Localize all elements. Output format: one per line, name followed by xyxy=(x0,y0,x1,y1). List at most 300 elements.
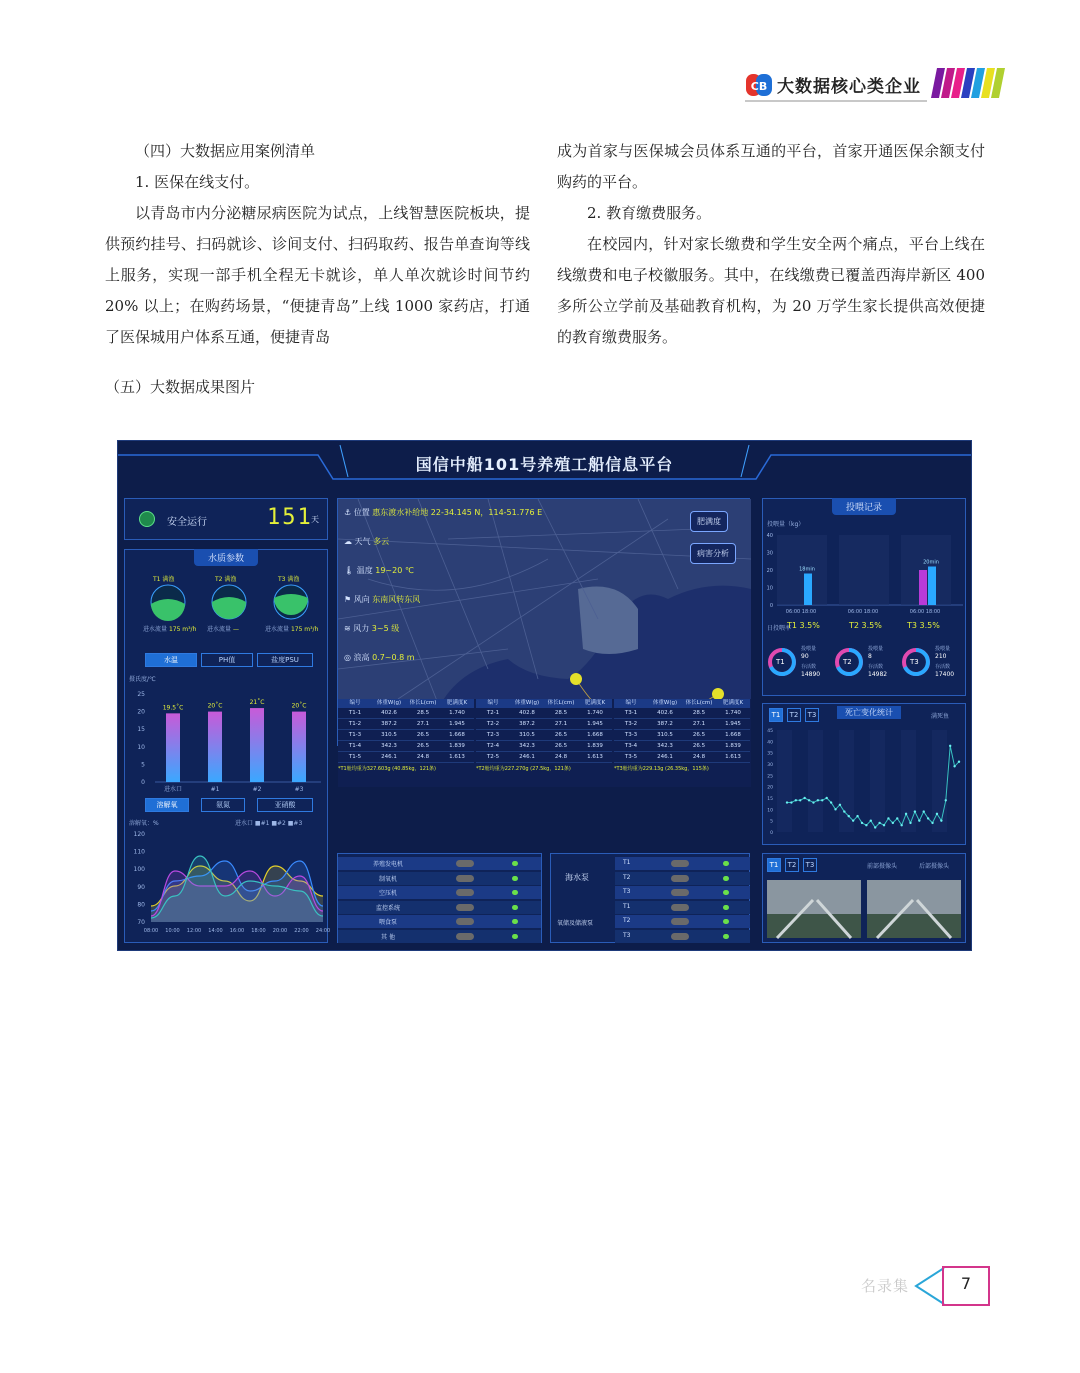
fish-table-header xyxy=(614,699,750,708)
temp-bar xyxy=(292,712,306,782)
fish-table-cell: 28.5 xyxy=(692,710,706,716)
fish-table-cell: 27.1 xyxy=(554,721,568,727)
death-tab-t1[interactable]: T1 xyxy=(769,708,783,722)
death-point xyxy=(953,765,955,767)
fish-table-cell: 26.5 xyxy=(554,732,568,738)
feeding-group-bg xyxy=(839,535,889,605)
ring-stat-label: 存活数 xyxy=(801,664,817,670)
pump-row xyxy=(615,901,750,914)
camera-tab-t2[interactable]: T2 xyxy=(785,858,799,872)
tank-t1-status: T1 满渔 xyxy=(153,576,175,583)
fish-table-cell: T1-1 xyxy=(348,710,362,716)
death-point xyxy=(843,810,845,812)
temp-axis-tick: 20 xyxy=(137,708,145,716)
pump-tank-label: T3 xyxy=(623,888,631,895)
fish-table-cell: 24.8 xyxy=(554,754,568,760)
fish-table-row xyxy=(338,708,474,719)
camera-panel xyxy=(762,853,966,943)
fish-table-header-cell: 编号 xyxy=(487,700,499,706)
fish-table-cell: 28.5 xyxy=(554,710,568,716)
fish-table-cell: 387.2 xyxy=(381,721,397,727)
ring-value: 17400 xyxy=(935,671,955,678)
item1-body: 以青岛市内分泌糖尿病医院为试点，上线智慧医院板块，提供预约挂号、扫码就诊、诊间支付、扫码取药、报告单查询等线上服务，实现一部手机全程无卡就诊，单人单次就诊时间节约 20% 以上；在购药场景，“便捷青岛”上线 1000 家药店，打通了医保城用户体系互通，便捷青岛 xyxy=(105,204,530,346)
status-dot-icon xyxy=(512,876,518,881)
pump-tank-label: T2 xyxy=(623,873,631,881)
fish-table-header-cell: 体长L(cm) xyxy=(547,700,575,706)
death-axis-tick: 40 xyxy=(767,740,773,746)
pump-row xyxy=(615,886,750,899)
ring-name: T3 xyxy=(910,658,919,666)
death-title: 死亡变化统计 xyxy=(837,706,901,719)
death-point xyxy=(936,813,938,815)
death-point xyxy=(870,819,872,821)
death-panel xyxy=(762,703,966,845)
status-dot-icon xyxy=(512,919,518,924)
fish-table-cell: 1.668 xyxy=(725,732,741,738)
info-temperature: 🌡 温度 19~20 ℃ xyxy=(344,566,414,575)
feeding-axis-tick: 30 xyxy=(766,550,773,557)
tab-salinity[interactable]: 盐度PSU xyxy=(257,653,313,667)
temp-axis-tick: 25 xyxy=(137,691,145,698)
ring-value: 8 xyxy=(868,653,872,660)
death-point xyxy=(896,817,898,819)
item2-title: 2. 教育缴费服务。 xyxy=(587,204,712,222)
fish-table-cell: 1.740 xyxy=(587,710,603,716)
death-point xyxy=(918,819,920,821)
fish-table-cell: 1.668 xyxy=(449,732,465,738)
tank-gauges xyxy=(125,574,329,646)
death-point xyxy=(909,822,911,824)
pump-toggle[interactable] xyxy=(671,933,689,940)
equipment-name: 养殖发电机 xyxy=(372,861,403,868)
temp-category-label: #1 xyxy=(210,786,220,793)
fish-table-row xyxy=(614,730,750,741)
fish-table-cell: T3-4 xyxy=(624,743,638,749)
equipment-left-panel xyxy=(337,853,542,943)
death-axis-tick: 30 xyxy=(767,763,773,768)
fish-table-row xyxy=(614,708,750,719)
death-axis-tick: 25 xyxy=(767,774,773,780)
tank-t2-flow: 进水流量 — xyxy=(207,626,239,633)
header-rule xyxy=(745,100,927,102)
dashboard-screenshot xyxy=(117,440,972,951)
safety-panel xyxy=(124,498,328,540)
fish-table-header-cell: 肥满度K xyxy=(722,700,744,706)
death-point xyxy=(830,801,832,803)
pump-row xyxy=(615,872,750,885)
temp-bar-label: 21˚C xyxy=(249,699,265,707)
equipment-row xyxy=(338,872,541,885)
header-stripes xyxy=(927,68,1005,98)
do-axis-tick: 70 xyxy=(137,919,145,926)
temp-axis-tick: 10 xyxy=(137,743,145,751)
death-point xyxy=(803,797,805,799)
status-dot-icon xyxy=(723,934,729,939)
fish-table-cell: T2-5 xyxy=(486,754,500,760)
header-title: 大数据核心类企业 xyxy=(777,77,921,97)
do-legend: 进水口 ■#1 ■#2 ■#3 xyxy=(235,820,303,827)
do-time-tick: 10:00 xyxy=(165,928,180,934)
tab-ph[interactable]: PH值 xyxy=(201,653,253,667)
feeding-bar-a xyxy=(919,570,927,605)
tab-nitrite[interactable]: 亚硝酸 xyxy=(257,798,313,812)
equipment-name: 喂食泵 xyxy=(378,919,397,926)
fish-table-row xyxy=(614,752,750,763)
death-axis-tick: 0 xyxy=(770,831,773,836)
death-point xyxy=(834,808,836,810)
do-axis-tick: 110 xyxy=(133,848,145,856)
tab-dissolved-oxygen[interactable]: 溶解氧 xyxy=(145,798,189,812)
fish-table-cell: 246.1 xyxy=(657,754,673,760)
fish-table-cell: 1.839 xyxy=(449,743,465,749)
do-unit: 溶解氧：% xyxy=(129,820,159,827)
ring-stat-label: 存活数 xyxy=(868,664,884,670)
death-point xyxy=(958,761,960,763)
death-point xyxy=(817,799,819,801)
do-time-tick: 08:00 xyxy=(143,928,159,934)
do-time-tick: 14:00 xyxy=(208,928,223,934)
feeding-time-label: 06:00 18:00 xyxy=(847,609,879,615)
fish-table-cell: 1.740 xyxy=(725,710,741,716)
pump-row xyxy=(615,857,750,870)
death-point xyxy=(856,815,858,817)
safety-label: 安全运行 xyxy=(167,517,207,528)
death-column-bg xyxy=(932,730,947,832)
pump-tank-label: T2 xyxy=(623,917,631,924)
death-point xyxy=(945,799,947,801)
camera-tab-t3[interactable]: T3 xyxy=(803,858,817,872)
death-point xyxy=(883,824,885,826)
safety-days: 151 xyxy=(267,505,313,530)
feeding-axis-tick: 10 xyxy=(766,585,773,592)
feeding-rate-t2: T2 3.5% xyxy=(849,621,882,630)
do-time-tick: 16:00 xyxy=(229,928,245,934)
death-point xyxy=(808,799,810,801)
status-dot-icon xyxy=(723,861,729,866)
death-axis-tick: 20 xyxy=(767,785,773,791)
equipment-name: 制氧机 xyxy=(378,875,397,883)
equipment-toggle[interactable] xyxy=(456,918,474,925)
fish-table-cell: 24.8 xyxy=(692,754,706,760)
fish-table-cell: 27.1 xyxy=(692,721,706,727)
do-time-tick: 22:00 xyxy=(294,928,309,934)
feeding-bar-chart xyxy=(763,525,967,617)
feeding-axis-tick: 40 xyxy=(766,533,773,539)
death-point xyxy=(931,822,933,824)
status-dot-icon xyxy=(723,876,729,881)
temp-axis-tick: 5 xyxy=(141,761,145,769)
fish-table-note: *T2舱均重为227.270g (27.5kg，121条) xyxy=(476,766,571,772)
info-wind-force: ≋ 风力 3~5 级 xyxy=(344,624,400,633)
fish-table xyxy=(476,699,612,787)
temp-bar xyxy=(166,713,180,782)
fish-table-cell: T2-2 xyxy=(486,721,500,727)
fish-table-note: *T3舱均重为229.13g (26.35kg，115条) xyxy=(614,766,709,772)
fish-table-cell: 402.6 xyxy=(657,710,673,716)
temp-axis-tick: 15 xyxy=(137,726,145,734)
pump-row xyxy=(615,915,750,928)
section-heading-4: （四）大数据应用案例清单 xyxy=(135,142,316,160)
fish-table-row xyxy=(476,708,612,719)
fish-table-row xyxy=(614,741,750,752)
feeding-bar-b xyxy=(928,567,936,606)
equipment-toggle[interactable] xyxy=(456,875,474,882)
death-column-bg xyxy=(777,730,792,832)
status-dot-icon xyxy=(723,890,729,895)
dashboard-title-bar xyxy=(333,441,756,485)
feeding-title: 投喂记录 xyxy=(832,498,896,515)
death-point xyxy=(848,815,850,817)
equipment-row xyxy=(338,886,541,899)
fish-table-cell: 387.2 xyxy=(519,721,535,727)
fish-table-cell: 246.1 xyxy=(381,754,397,760)
fish-table-header-cell: 肥满度K xyxy=(584,700,606,706)
fish-table-cell: 342.3 xyxy=(381,743,397,749)
do-axis-tick: 100 xyxy=(133,866,145,874)
death-column-bg xyxy=(808,730,823,832)
death-point xyxy=(825,797,827,799)
feeding-rate-t1: T1 3.5% xyxy=(787,621,820,630)
temp-bar xyxy=(208,712,222,782)
feeding-time-label: 06:00 18:00 xyxy=(785,609,817,615)
death-point xyxy=(795,799,797,801)
ring-stat-label: 投喂量 xyxy=(801,646,817,652)
death-point xyxy=(914,810,916,812)
equipment-toggle[interactable] xyxy=(456,860,474,867)
equipment-name: 其 他 xyxy=(381,933,395,941)
fish-table-header-cell: 体重W(g) xyxy=(514,700,540,706)
equipment-toggle[interactable] xyxy=(456,889,474,896)
do-time-tick: 24:00 xyxy=(315,928,331,934)
info-position: ⚓ 位置 惠东渡水补给地 22-34.145 N，114-51.776 E xyxy=(344,508,543,517)
fish-table-row xyxy=(338,730,474,741)
status-dot-icon xyxy=(512,934,518,939)
fish-table-row xyxy=(476,741,612,752)
equipment-row xyxy=(338,930,541,943)
fish-table-header xyxy=(476,699,612,708)
fish-table-cell: 1.613 xyxy=(725,754,741,760)
equipment-name: 空压机 xyxy=(378,890,397,897)
status-dot-icon xyxy=(512,905,518,910)
footer-section-label: 名录集 xyxy=(861,1277,910,1295)
camera-front-label: 前部摄像头 xyxy=(867,863,898,870)
fish-table-cell: 26.5 xyxy=(692,743,706,749)
ring-stat-label: 存活数 xyxy=(935,664,951,670)
fish-table-cell: 1.839 xyxy=(587,743,603,749)
death-point xyxy=(821,799,823,801)
fish-table-cell: 1.613 xyxy=(449,754,465,760)
equipment-toggle[interactable] xyxy=(456,933,474,940)
fish-table-cell: 342.3 xyxy=(657,743,673,749)
fish-table-header-cell: 肥满度K xyxy=(446,700,468,706)
fish-table-cell: 342.3 xyxy=(519,743,535,749)
death-tab-t3[interactable]: T3 xyxy=(805,708,819,722)
fish-table-row xyxy=(338,719,474,730)
death-point xyxy=(839,804,841,806)
page-number: 7 xyxy=(942,1266,990,1306)
ring-name: T1 xyxy=(776,658,785,666)
death-axis-tick: 35 xyxy=(767,751,773,757)
tank-t3-status: T3 满渔 xyxy=(278,576,300,583)
temp-bar-label: 20˚C xyxy=(207,702,223,710)
status-dot-icon xyxy=(512,861,518,866)
pump-toggle[interactable] xyxy=(671,904,689,911)
fish-table-row xyxy=(338,741,474,752)
do-axis-tick: 120 xyxy=(133,831,145,838)
fish-table-cell: T3-1 xyxy=(624,710,638,716)
temp-category-label: 进水口 xyxy=(163,786,183,793)
fish-table-cell: 26.5 xyxy=(416,732,430,738)
feeding-bar-label: 20min xyxy=(923,559,939,566)
fish-table-cell: T3-3 xyxy=(624,732,638,738)
fish-table-cell: T1-3 xyxy=(348,732,362,738)
death-point xyxy=(878,822,880,824)
status-dot-icon xyxy=(723,905,729,910)
dashboard-title: 国信中船101号养殖工船信息平台 xyxy=(415,455,674,474)
death-point xyxy=(812,801,814,803)
tank-gauge-graphics xyxy=(125,582,329,622)
do-time-tick: 20:00 xyxy=(272,928,288,934)
info-wind-direction: ⚑ 风向 东南风转东风 xyxy=(344,595,421,604)
fish-table-header-cell: 体重W(g) xyxy=(652,700,678,706)
fish-table-cell: 402.8 xyxy=(519,710,535,716)
equipment-row xyxy=(338,901,541,914)
fish-table-row xyxy=(476,730,612,741)
disease-analysis-button[interactable]: 病害分析 xyxy=(690,543,736,564)
fatness-button[interactable]: 肥满度 xyxy=(690,511,728,532)
feeding-rate-label: 日投喂率 xyxy=(767,625,792,632)
death-point xyxy=(865,824,867,826)
temp-bar-label: 19.5˚C xyxy=(162,704,184,712)
feeding-axis-tick: 20 xyxy=(766,568,773,574)
tab-ammonia[interactable]: 氨氮 xyxy=(201,798,245,812)
pump-toggle[interactable] xyxy=(671,875,689,882)
pump-tank-label: T1 xyxy=(623,902,631,910)
fish-table-header-cell: 体长L(cm) xyxy=(409,700,437,706)
fish-table-cell: 246.1 xyxy=(519,754,535,760)
fish-table-row xyxy=(476,752,612,763)
pump-toggle[interactable] xyxy=(671,889,689,896)
feeding-bar-label: 18min xyxy=(799,566,815,573)
ring-value: 14890 xyxy=(801,671,821,678)
death-axis-tick: 10 xyxy=(767,808,773,814)
death-point xyxy=(874,826,876,828)
map-panel xyxy=(337,498,750,772)
equipment-mid-panel xyxy=(550,853,750,943)
seawater-pump-label: 海水泵 xyxy=(565,873,589,882)
fish-table-cell: 1.945 xyxy=(587,721,603,727)
fish-table-header xyxy=(338,699,474,708)
equipment-toggle[interactable] xyxy=(456,904,474,911)
ring-name: T2 xyxy=(843,658,852,666)
fish-table-cell: 1.668 xyxy=(587,732,603,738)
death-point xyxy=(900,824,902,826)
water-title: 水质参数 xyxy=(194,549,258,566)
item1-title: 1. 医保在线支付。 xyxy=(135,173,260,191)
death-axis-tick: 45 xyxy=(767,729,773,734)
feeding-ring xyxy=(834,637,900,693)
ring-value: 90 xyxy=(801,653,809,660)
footer-arrow-icon xyxy=(912,1266,946,1306)
ring-value: 210 xyxy=(935,653,947,660)
left-column xyxy=(105,136,530,353)
pump-toggle[interactable] xyxy=(671,860,689,867)
camera-tab-t1[interactable]: T1 xyxy=(767,858,781,872)
do-axis-tick: 80 xyxy=(137,901,145,909)
fish-table xyxy=(338,699,474,787)
section-heading-5: （五）大数据成果图片 xyxy=(105,378,256,396)
death-point xyxy=(949,745,951,747)
fish-table-cell: T1-5 xyxy=(348,754,362,760)
fish-table-note: *T1舱均重为327.603g (40.85kg，121条) xyxy=(338,766,437,772)
death-point xyxy=(892,822,894,824)
death-axis-tick: 15 xyxy=(767,797,773,802)
fish-table-cell: 310.5 xyxy=(381,732,397,738)
fish-table-cell: T2-1 xyxy=(486,710,500,716)
fish-table-cell: T3-2 xyxy=(624,721,638,727)
feeding-axis-tick: 0 xyxy=(769,603,773,609)
feeding-rings xyxy=(763,637,967,693)
tank-t1-flow: 进水流量 175 m³/h xyxy=(143,626,197,633)
death-point xyxy=(852,819,854,821)
pump-tank-label: T1 xyxy=(623,859,631,866)
fish-table-row xyxy=(476,719,612,730)
safety-unit: 天 xyxy=(311,515,319,524)
fish-tables xyxy=(338,699,751,787)
ring-stat-label: 投喂量 xyxy=(868,646,884,652)
camera-feeds xyxy=(767,880,963,940)
pump-toggle[interactable] xyxy=(671,918,689,925)
equipment-row xyxy=(338,857,541,870)
fish-table-cell: 24.8 xyxy=(416,754,430,760)
fish-table-cell: T3-5 xyxy=(624,754,638,760)
tank-t3-flow: 进水流量 175 m³/h xyxy=(265,626,319,633)
right-column xyxy=(557,136,985,353)
info-wave-height: ◎ 浪高 0.7~0.8 m xyxy=(344,653,415,662)
death-point xyxy=(799,799,801,801)
feeding-panel xyxy=(762,498,966,696)
status-dot-icon xyxy=(512,890,518,895)
death-point xyxy=(927,817,929,819)
fish-table-cell: 26.5 xyxy=(554,743,568,749)
tab-water-temp[interactable]: 水温 xyxy=(145,653,197,667)
fish-table-cell: 28.5 xyxy=(416,710,430,716)
death-tab-t2[interactable]: T2 xyxy=(787,708,801,722)
fish-table-cell: 1.839 xyxy=(725,743,741,749)
death-point xyxy=(786,801,788,803)
death-point xyxy=(940,819,942,821)
fish-table-cell: 310.5 xyxy=(519,732,535,738)
tank-t2-status: T2 满渔 xyxy=(215,576,237,583)
temp-unit: 摄氏度/℃ xyxy=(129,676,156,683)
equipment-row xyxy=(338,915,541,928)
fish-table-cell: T2-4 xyxy=(486,743,500,749)
temp-bar-label: 20˚C xyxy=(291,702,307,710)
feeding-unit: 投喂量（kg） xyxy=(767,521,805,528)
temp-category-label: #3 xyxy=(294,786,304,793)
death-right-label: 满死鱼 xyxy=(931,713,950,720)
fish-table-cell: T1-4 xyxy=(348,743,362,749)
fish-table-cell: 1.945 xyxy=(725,721,741,727)
death-column-bg xyxy=(901,730,916,832)
fish-table-cell: 26.5 xyxy=(692,732,706,738)
fish-table-cell: 387.2 xyxy=(657,721,673,727)
fish-table-cell: T2-3 xyxy=(486,732,500,738)
death-point xyxy=(887,817,889,819)
company-logo xyxy=(745,72,773,98)
fish-table-header-cell: 体重W(g) xyxy=(376,700,402,706)
fish-table-cell: 402.6 xyxy=(381,710,397,716)
